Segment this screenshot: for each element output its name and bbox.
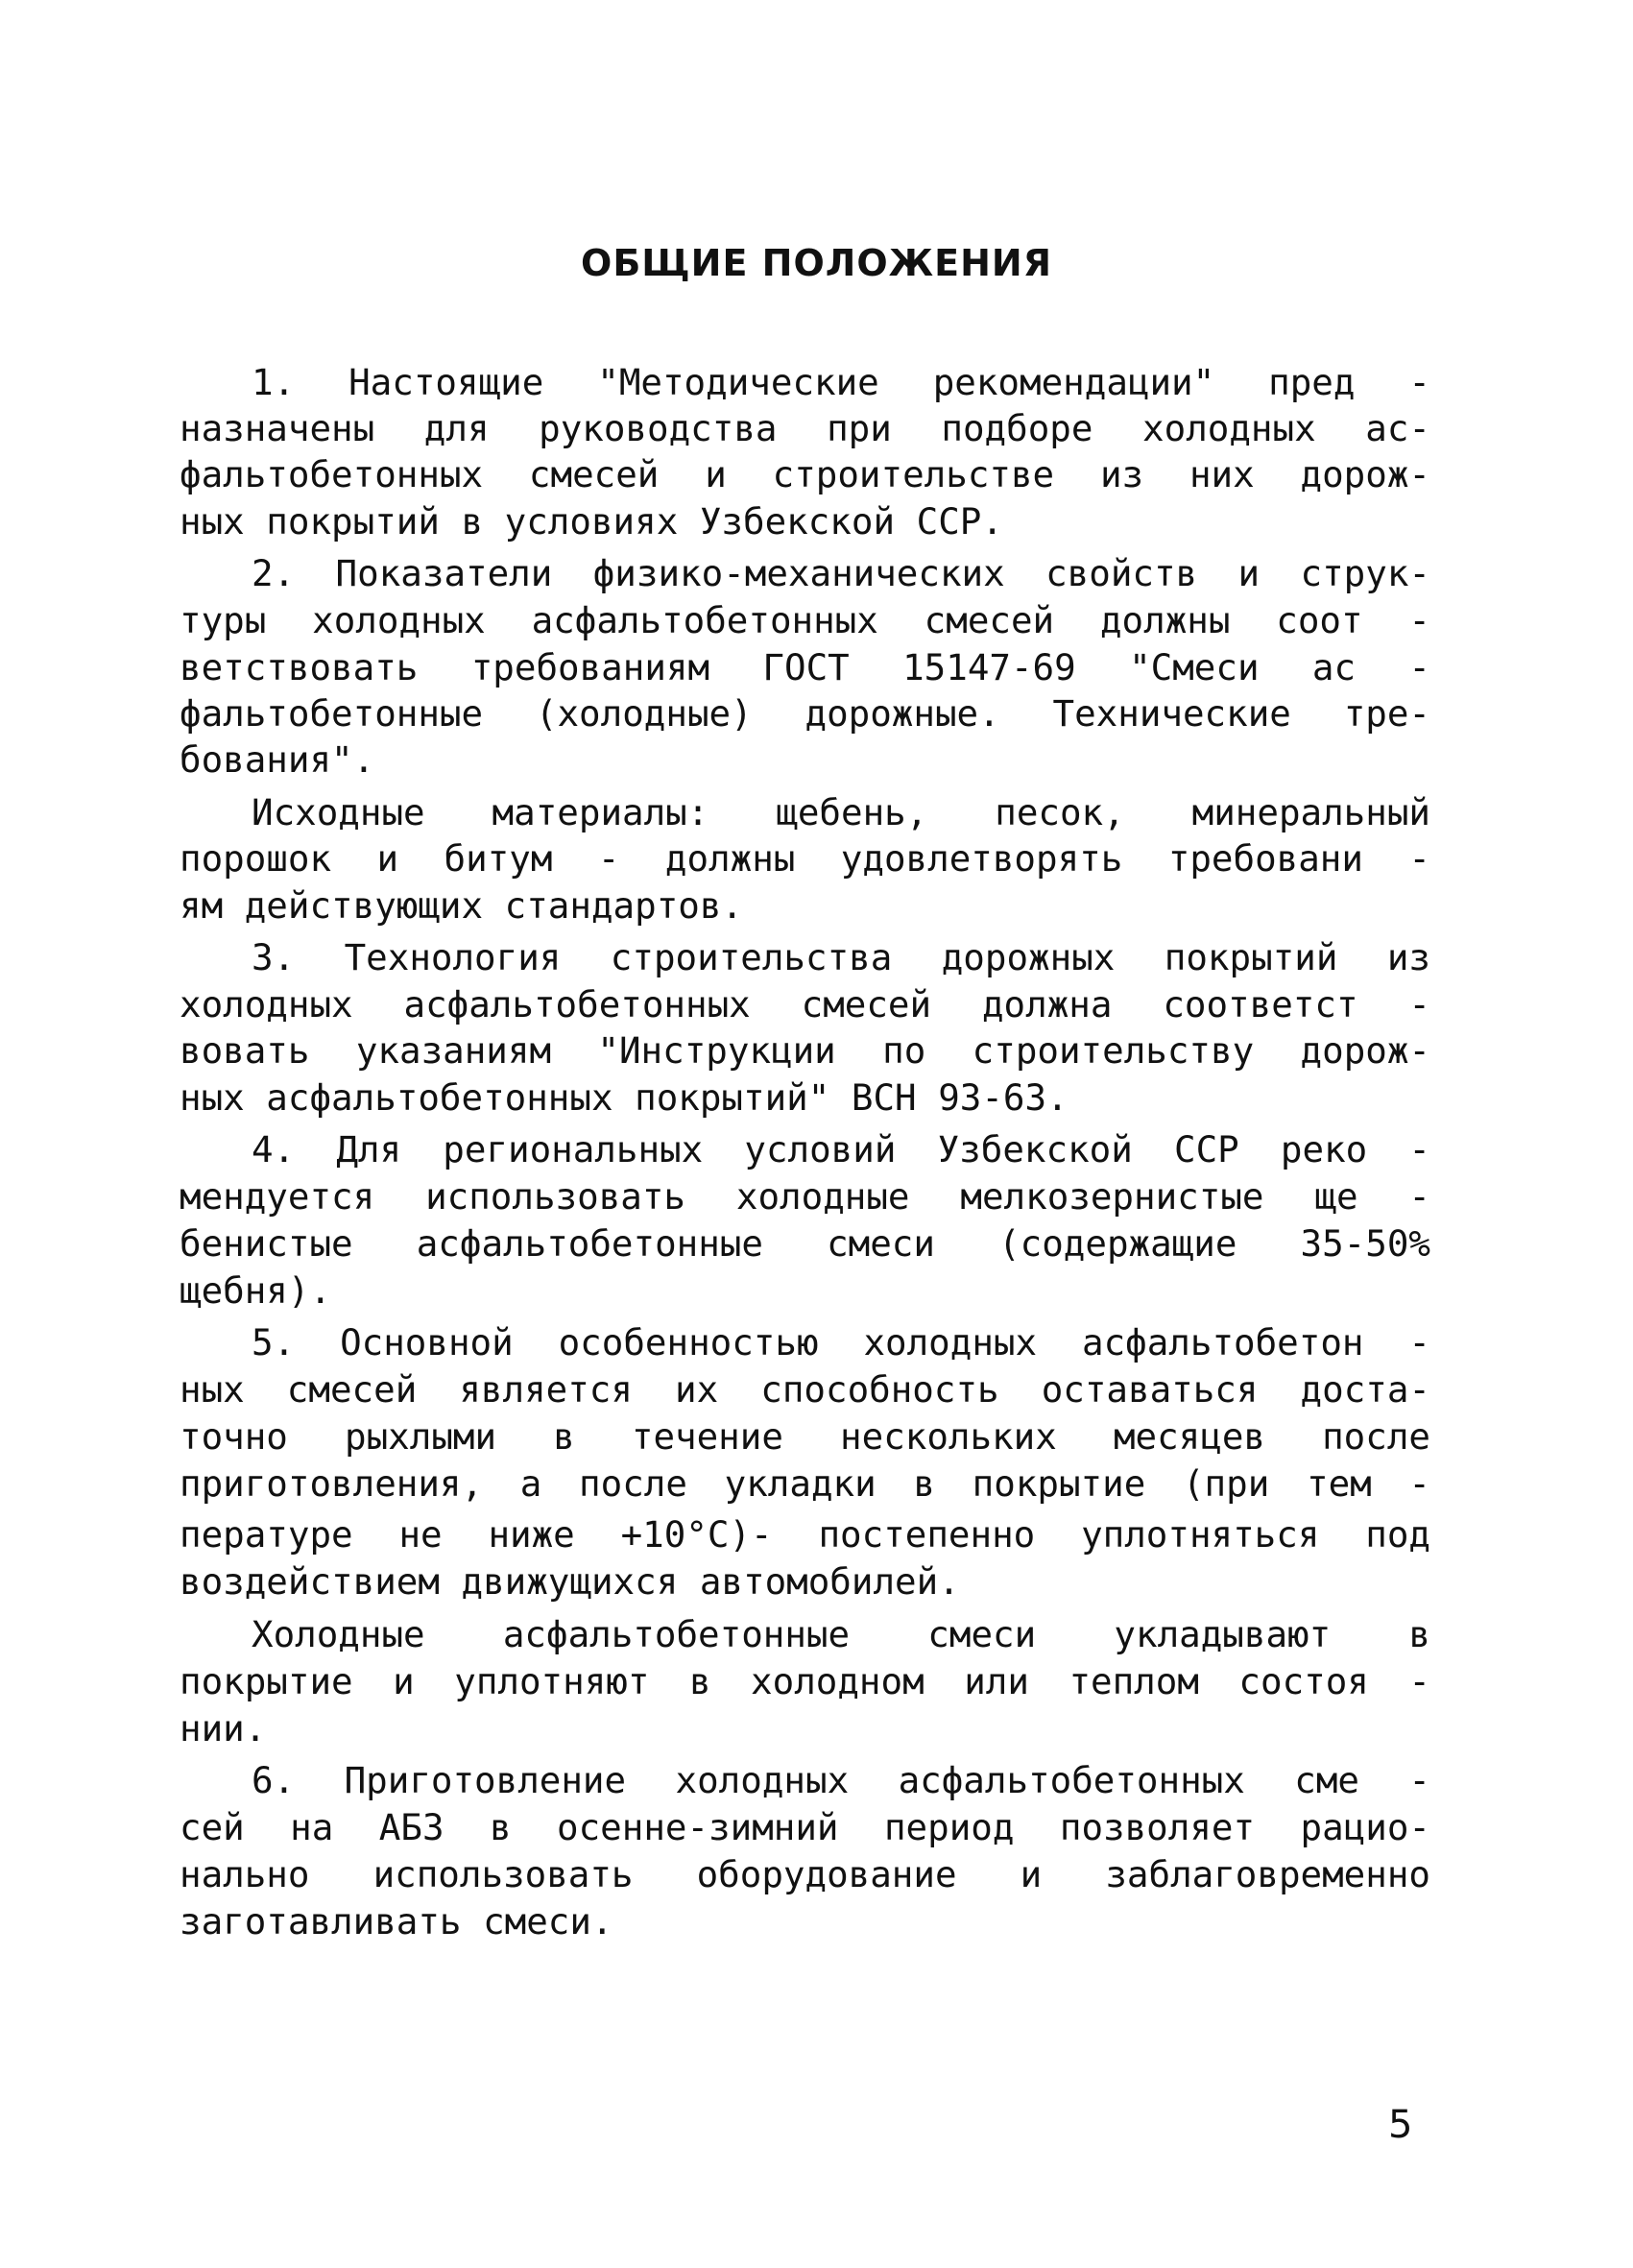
text-line: ветствовать требованиям ГОСТ 15147-69 "Смеси ас - [180, 646, 1430, 688]
text-line: фальтобетонные (холодные) дорожные. Технические тре- [180, 692, 1430, 735]
text-line: назначены для руководства при подборе холодных ас- [180, 407, 1430, 449]
section-heading: ОБЩИЕ ПОЛОЖЕНИЯ [581, 242, 1052, 284]
text-line: заготавливать смеси. [180, 1900, 613, 1942]
text-line: Холодные асфальтобетонные смеси укладывают в [252, 1613, 1430, 1655]
text-line: ных покрытий в условиях Узбекской ССР. [180, 500, 1003, 543]
text-line: мендуется использовать холодные мелкозернистые ще - [180, 1175, 1430, 1218]
text-line: сей на АБЗ в осенне-зимний период позволяет рацио- [180, 1806, 1430, 1848]
text-line: Исходные материалы: щебень, песок, минеральный [252, 791, 1430, 833]
text-line: 6. Приготовление холодных асфальтобетонных сме - [252, 1759, 1430, 1801]
text-line: нии. [180, 1707, 267, 1749]
text-line: фальтобетонных смесей и строительстве из них дорож- [180, 453, 1430, 495]
text-line: туры холодных асфальтобетонных смесей должны соот - [180, 599, 1430, 641]
text-line: приготовления, а после укладки в покрытие (при тем - [180, 1462, 1430, 1505]
text-line: пературе не ниже +10°С)- постепенно уплотняться под [180, 1513, 1430, 1556]
text-line: ных смесей является их способность оставаться доста- [180, 1368, 1430, 1411]
text-line: точно рыхлыми в течение нескольких месяцев после [180, 1415, 1430, 1458]
text-line: ям действующих стандартов. [180, 884, 743, 927]
text-line: ных асфальтобетонных покрытий" ВСН 93-63. [180, 1076, 1069, 1119]
text-line: 1. Настоящие "Методические рекомендации" пред - [252, 361, 1430, 403]
text-line: 4. Для региональных условий Узбекской ССР реко - [252, 1128, 1430, 1170]
text-line: вовать указаниям "Инструкции по строительству дорож- [180, 1029, 1430, 1072]
text-line: бования". [180, 738, 375, 781]
text-line: 5. Основной особенностью холодных асфальтобетон - [252, 1321, 1430, 1363]
text-line: щебня). [180, 1269, 332, 1312]
text-line: 3. Технология строительства дорожных покрытий из [252, 936, 1430, 978]
text-line: нально использовать оборудование и заблаговременно [180, 1853, 1430, 1895]
text-line: бенистые асфальтобетонные смеси (содержащие 35-50% [180, 1222, 1430, 1265]
text-line: покрытие и уплотняют в холодном или теплом состоя - [180, 1660, 1430, 1702]
page-number: 5 [1388, 2103, 1413, 2147]
text-line: холодных асфальтобетонных смесей должна соответст - [180, 983, 1430, 1025]
text-line: воздействием движущихся автомобилей. [180, 1560, 960, 1603]
text-line: порошок и битум - должны удовлетворять требовани - [180, 837, 1430, 880]
text-line: 2. Показатели физико-механических свойств и струк- [252, 552, 1430, 594]
